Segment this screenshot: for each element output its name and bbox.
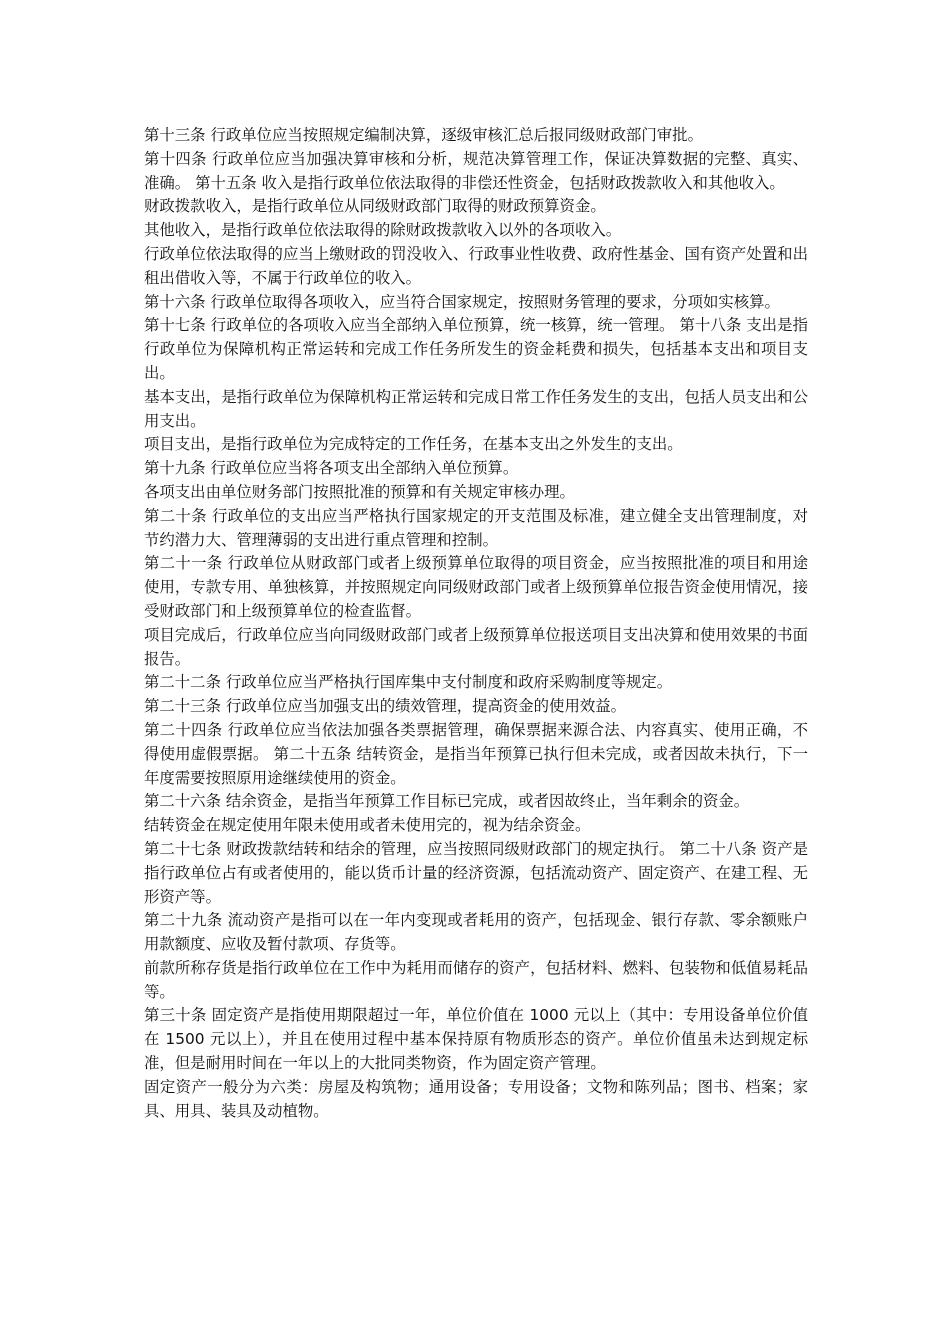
paragraph-expenditure-review: 各项支出由单位财务部门按照批准的预算和有关规定审核办理。 [144,482,575,501]
paragraph-article-19: 第十九条 行政单位应当将各项支出全部纳入单位预算。 [144,459,519,478]
paragraph-fixed-asset-categories: 固定资产一般分为六类：房屋及构筑物；通用设备；专用设备；文物和陈列品；图书、档案；家具、用具、装具及动植物。 [144,1077,808,1120]
paragraph-article-22: 第二十二条 行政单位应当严格执行国库集中支付制度和政府采购制度等规定。 [144,673,673,692]
paragraph-inventory-definition: 前款所称存货是指行政单位在工作中为耗用而储存的资产，包括材料、燃料、包装物和低值易耗品等。 [144,958,808,1001]
paragraph-article-30: 第三十条 固定资产是指使用期限超过一年，单位价值在 1000 元以上（其中：专用设备单位价值在 1500 元以上），并且在使用过程中基本保持原有物质形态的资产。单位价值虽未达到规定标准，但是耐用时间在一年以上的大批同类物资，作为固定资产管理。 [144,1006,808,1073]
document-body [144,124,808,1123]
paragraph-article-21: 第二十一条 行政单位从财政部门或者上级预算单位取得的项目资金，应当按照批准的项目和用途使用，专款专用、单独核算，并按照规定向同级财政部门或者上级预算单位报告资金使用情况，接受财政部门和上级预算单位的检查监督。 [144,554,808,620]
paragraph-article-14-15: 第十四条 行政单位应当加强决算审核和分析，规范决算管理工作，保证决算数据的完整、真实、准确。 第十五条 收入是指行政单位依法取得的非偿还性资金，包括财政拨款收入和其他收入。 [144,149,808,192]
paragraph-basic-expenditure: 基本支出，是指行政单位为保障机构正常运转和完成日常工作任务发生的支出，包括人员支出和公用支出。 [144,387,808,430]
paragraph-project-expenditure: 项目支出，是指行政单位为完成特定的工作任务，在基本支出之外发生的支出。 [144,435,683,454]
paragraph-article-29: 第二十九条 流动资产是指可以在一年内变现或者耗用的资产，包括现金、银行存款、零余额账户用款额度、应收及暂付款项、存货等。 [144,911,808,954]
paragraph-article-17-18: 第十七条 行政单位的各项收入应当全部纳入单位预算，统一核算，统一管理。 第十八条 支出是指行政单位为保障机构正常运转和完成工作任务所发生的资金耗费和损失，包括基本支出和项目支出。 [144,316,808,382]
paragraph-fiscal-appropriation-income: 财政拨款收入，是指行政单位从同级财政部门取得的财政预算资金。 [144,197,606,216]
paragraph-other-income: 其他收入，是指行政单位依法取得的除财政拨款收入以外的各项收入。 [144,221,622,240]
paragraph-article-16: 第十六条 行政单位取得各项收入，应当符合国家规定，按照财务管理的要求，分项如实核算。 [144,292,780,311]
paragraph-article-23: 第二十三条 行政单位应当加强支出的绩效管理，提高资金的使用效益。 [144,697,627,716]
paragraph-article-13: 第十三条 行政单位应当按照规定编制决算，逐级审核汇总后报同级财政部门审批。 [144,126,703,144]
paragraph-article-26: 第二十六条 结余资金，是指当年预算工作目标已完成，或者因故终止，当年剩余的资金。 [144,792,750,811]
paragraph-article-20: 第二十条 行政单位的支出应当严格执行国家规定的开支范围及标准，建立健全支出管理制度，对节约潜力大、管理薄弱的支出进行重点管理和控制。 [144,506,808,549]
paragraph-non-income-items: 行政单位依法取得的应当上缴财政的罚没收入、行政事业性收费、政府性基金、国有资产处置和出租出借收入等，不属于行政单位的收入。 [144,244,808,287]
paragraph-article-24-25: 第二十四条 行政单位应当依法加强各类票据管理，确保票据来源合法、内容真实、使用正确，不得使用虚假票据。 第二十五条 结转资金，是指当年预算已执行但未完成，或者因故未执行，下一年度需要按照原用途继续使用的资金。 [144,720,808,787]
paragraph-article-27-28: 第二十七条 财政拨款结转和结余的管理，应当按照同级财政部门的规定执行。 第二十八条 资产是指行政单位占有或者使用的，能以货币计量的经济资源，包括流动资产、固定资产、在建工程、无形资产等。 [144,839,808,906]
paragraph-carryover-funds: 结转资金在规定使用年限未使用或者未使用完的，视为结余资金。 [144,816,591,835]
paragraph-project-completion-report: 项目完成后，行政单位应当向同级财政部门或者上级预算单位报送项目支出决算和使用效果的书面报告。 [144,625,808,668]
